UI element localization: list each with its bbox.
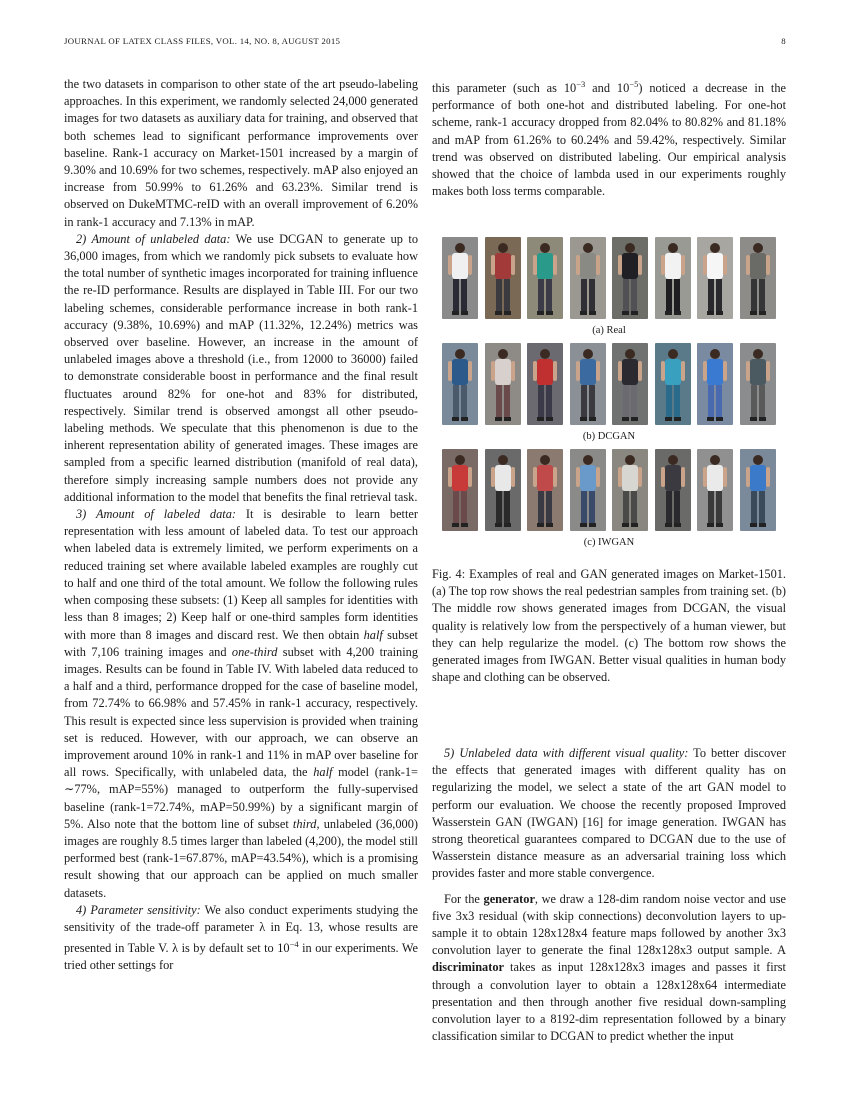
pedestrian-figure	[485, 343, 521, 425]
pedestrian-thumbnail	[740, 449, 776, 531]
paragraph-text: and 10	[585, 81, 630, 95]
subsection-title: 3) Amount of labeled data:	[76, 507, 236, 522]
pedestrian-figure	[442, 237, 478, 319]
page-header	[64, 36, 786, 50]
subfigure-label-iwgan: (c) IWGAN	[583, 537, 635, 548]
pedestrian-figure	[697, 237, 733, 319]
image-row-dcgan	[432, 343, 786, 425]
paragraph-text: takes as input 128x128x3 images and passes it first through a convolution layer to obtain a 128x128x64 intermediate presentation and then through another five residual down-sampling convolution layer to a 8192-dim representation followed by a binary classification similar to DCGAN to predict whether the input	[432, 960, 786, 1044]
paragraph-text: subset with 7,106 training images and	[64, 627, 418, 659]
pedestrian-thumbnail	[485, 237, 521, 319]
pedestrian-figure	[527, 343, 563, 425]
pedestrian-figure	[612, 237, 648, 319]
emphasis: half	[363, 627, 383, 642]
pedestrian-figure	[697, 343, 733, 425]
pedestrian-figure	[655, 237, 691, 319]
pedestrian-figure	[570, 449, 606, 531]
exponent: −5	[629, 79, 639, 89]
section-amount-unlabeled	[64, 231, 418, 506]
pedestrian-figure	[442, 343, 478, 425]
pedestrian-thumbnail	[570, 449, 606, 531]
pedestrian-thumbnail	[485, 343, 521, 425]
pedestrian-figure	[527, 237, 563, 319]
pedestrian-thumbnail	[442, 449, 478, 531]
right-column-bottom	[432, 745, 786, 1045]
paragraph-generator	[432, 891, 786, 1046]
paragraph-text: For the	[444, 891, 484, 906]
paragraph	[432, 76, 786, 200]
pedestrian-thumbnail	[612, 343, 648, 425]
pedestrian-thumbnail	[740, 237, 776, 319]
pedestrian-thumbnail	[612, 237, 648, 319]
paragraph-text: , unlabeled (36,000) images are roughly 8.5 times larger than labeled (4,200), the model still performed best (rank-1=67.87%, mAP=43.54%), which is a promising result showing that our approach can be applied on much smaller datasets.	[64, 816, 418, 900]
pedestrian-figure	[697, 449, 733, 531]
bold-term: discriminator	[432, 960, 504, 975]
pedestrian-figure	[485, 237, 521, 319]
pedestrian-thumbnail	[527, 237, 563, 319]
pedestrian-thumbnail	[697, 449, 733, 531]
subfigure-label-real: (a) Real	[592, 325, 626, 336]
paragraph: the two datasets in comparison to other state of the art pseudo-labeling approaches. In this experiment, we randomly selected 24,000 generated images for two datasets as auxiliary data for training, and observed that both schemes lead to significant performance improvements over baseline. Rank-1 accuracy on Market-1501 increased by a margin of 9.30% and 10.69% for two schemes, respectively. mAP also enjoyed an increase from 50.99% to 61.26% and 63.23%. Similar trend is observed on DukeMTMC-reID with an overall improvement of 6.20% in rank-1 accuracy and 7.13% in mAP.	[64, 77, 418, 229]
image-row-iwgan	[432, 449, 786, 531]
subsection-title: 5) Unlabeled data with different visual quality:	[444, 746, 689, 760]
pedestrian-thumbnail	[570, 237, 606, 319]
paragraph-text: It is desirable to learn better representation with less amount of labeled data. To test our approach when labeled data is extremely limited, we perform experiments on a reduced training set where available labeled examples are roughly cut to half and one third of the total amount. We follow the following rules when composing these subsets: (1) Keep all samples for identities with less than 8 images; 2) Keep half or one-third samples form identities with more than 8 images and discard rest. We then obtain	[64, 507, 419, 642]
subsection-title: 2) Amount of unlabeled data:	[76, 231, 231, 246]
section-visual-quality	[432, 745, 786, 883]
paragraph-text: this parameter (such as 10	[432, 81, 577, 95]
pedestrian-thumbnail	[655, 343, 691, 425]
pedestrian-thumbnail	[697, 237, 733, 319]
section-amount-labeled	[64, 506, 418, 902]
pedestrian-figure	[655, 343, 691, 425]
pedestrian-figure	[740, 449, 776, 531]
pedestrian-figure	[612, 449, 648, 531]
pedestrian-figure	[570, 237, 606, 319]
exponent: −4	[289, 939, 299, 950]
pedestrian-figure	[527, 449, 563, 531]
pedestrian-thumbnail	[485, 449, 521, 531]
bold-term: generator	[483, 891, 535, 906]
pedestrian-thumbnail	[655, 237, 691, 319]
pedestrian-thumbnail	[527, 343, 563, 425]
paragraph-text: subset with 4,200 training images. Results can be found in Table IV. With labeled data reduced to a half and a third, performance dropped for the case of baseline model, from 72.74% to 66.98% and 57.45% in rank-1 accuracy, respectively. This result is expected since less supervision is provided when training set is reduced. However, with our approach, we can observe an improvement around 10% in rank-1 and 11% in mAP over baseline for all rows. Specifically, with unlabeled data, the	[64, 644, 418, 780]
paragraph-text: We also conduct experiments studying the sensitivity of the trade-off parameter λ in Eq. 13, whose results are presented in Table V. λ is by default set to 10	[64, 902, 418, 956]
paragraph-text: model (rank-1= ∼77%, mAP=55%) managed to outperform the fully-supervised baseline (rank-1=72.74%, mAP=50.99%) by a significant margin of 5%. Also note that the bottom line of subset	[64, 765, 418, 831]
exponent: −3	[576, 79, 586, 89]
subsection-title: 4) Parameter sensitivity:	[76, 902, 201, 917]
section-parameter-sensitivity	[64, 902, 418, 975]
pedestrian-figure	[740, 237, 776, 319]
paragraph-text: in our experiments. We tried other settings for	[64, 941, 419, 973]
emphasis: one-third	[231, 644, 278, 659]
figure-caption: Fig. 4: Examples of real and GAN generated images on Market-1501. (a) The top row shows the real pedestrian samples from training set. (b) The middle row shows generated images from DCGAN, the visual quality is relatively low from the perspectively of a human viewer, but they can help regularize the model. (c) The bottom row shows the generated images from IWGAN. Better visual qualities in human body shape and clothing can be observed.	[432, 567, 786, 685]
pedestrian-thumbnail	[655, 449, 691, 531]
subfigure-label-dcgan: (b) DCGAN	[582, 431, 636, 442]
paragraph-text: We use DCGAN to generate up to 36,000 images, from which we randomly pick subsets to evaluate how the total number of synthetic images incorporated for training influence the re-ID performance. Results are displayed in Table III. For our two labeling schemes, considerable performance increase in both rank-1 accuracy (9.38%, 10.69%) and mAP (11.32%, 12.24%) metrics was observed over baseline. However, an increase in the amount of unlabeled images above a threshold (i.e., from 12000 to 36000) failed to demonstrate considerable boost in performance and the final result fluctuates around 82% for one-hot and 83% for distributed, respectively. Similar trend is observed amongst all other pseudo-labeling methods. We speculate that this phenomenon is due to the inherent representation ability of generated images. These images are sampled from a specific learned distribution (manifold of real data), therefore simply increasing sample numbers does not provide any additional information to the model that benefits the final retrieval task.	[64, 231, 418, 504]
pedestrian-thumbnail	[612, 449, 648, 531]
pedestrian-thumbnail	[740, 343, 776, 425]
emphasis: third	[292, 816, 317, 831]
pedestrian-thumbnail	[527, 449, 563, 531]
pedestrian-thumbnail	[442, 237, 478, 319]
pedestrian-figure	[485, 449, 521, 531]
pedestrian-figure	[570, 343, 606, 425]
pedestrian-thumbnail	[697, 343, 733, 425]
image-row-real	[432, 237, 786, 319]
left-column	[64, 76, 418, 975]
pedestrian-figure	[612, 343, 648, 425]
pedestrian-thumbnail	[570, 343, 606, 425]
pedestrian-figure	[442, 449, 478, 531]
paragraph-text: ) noticed a decrease in the performance of both one-hot and distributed labeling. For one-hot scheme, rank-1 accuracy dropped from 82.04% to 80.82% and 81.18% and mAP from 61.26% to 60.24% and 59.42%, respectively. Similar trend was observed on distributed labeling. Our empirical analysis showed that the choice of lambda used in our experiments roughly makes both loss terms comparable.	[432, 81, 787, 199]
page-number: 8	[781, 36, 786, 46]
paragraph-text: , we draw a 128-dim random noise vector and use five 3x3 residual (with skip connections) deconvolution layers to up-sample it to obtain 128x128x4 feature maps followed by another 3x3 convolution layer to generate the final 128x128x3 output sample. A	[432, 891, 786, 958]
journal-title: JOURNAL OF LATEX CLASS FILES, VOL. 14, NO. 8, AUGUST 2015	[64, 36, 341, 46]
paragraph-text: To better discover the effects that generated images with different quality has on regularizing the model, we select a state of the art GAN model to perform our evaluation. We choose the recently proposed Improved Wasserstein GAN (IWGAN) [16] for image generation. IWGAN has strong theoretical guarantees compared to DCGAN due to the use of Wasserstein distance measure as an adversarial training loss which provides faster and more stable convergence.	[432, 746, 786, 881]
pedestrian-thumbnail	[442, 343, 478, 425]
right-column-top	[432, 76, 786, 200]
figure-4	[432, 237, 786, 555]
pedestrian-figure	[740, 343, 776, 425]
pedestrian-figure	[655, 449, 691, 531]
emphasis: half	[313, 765, 333, 780]
